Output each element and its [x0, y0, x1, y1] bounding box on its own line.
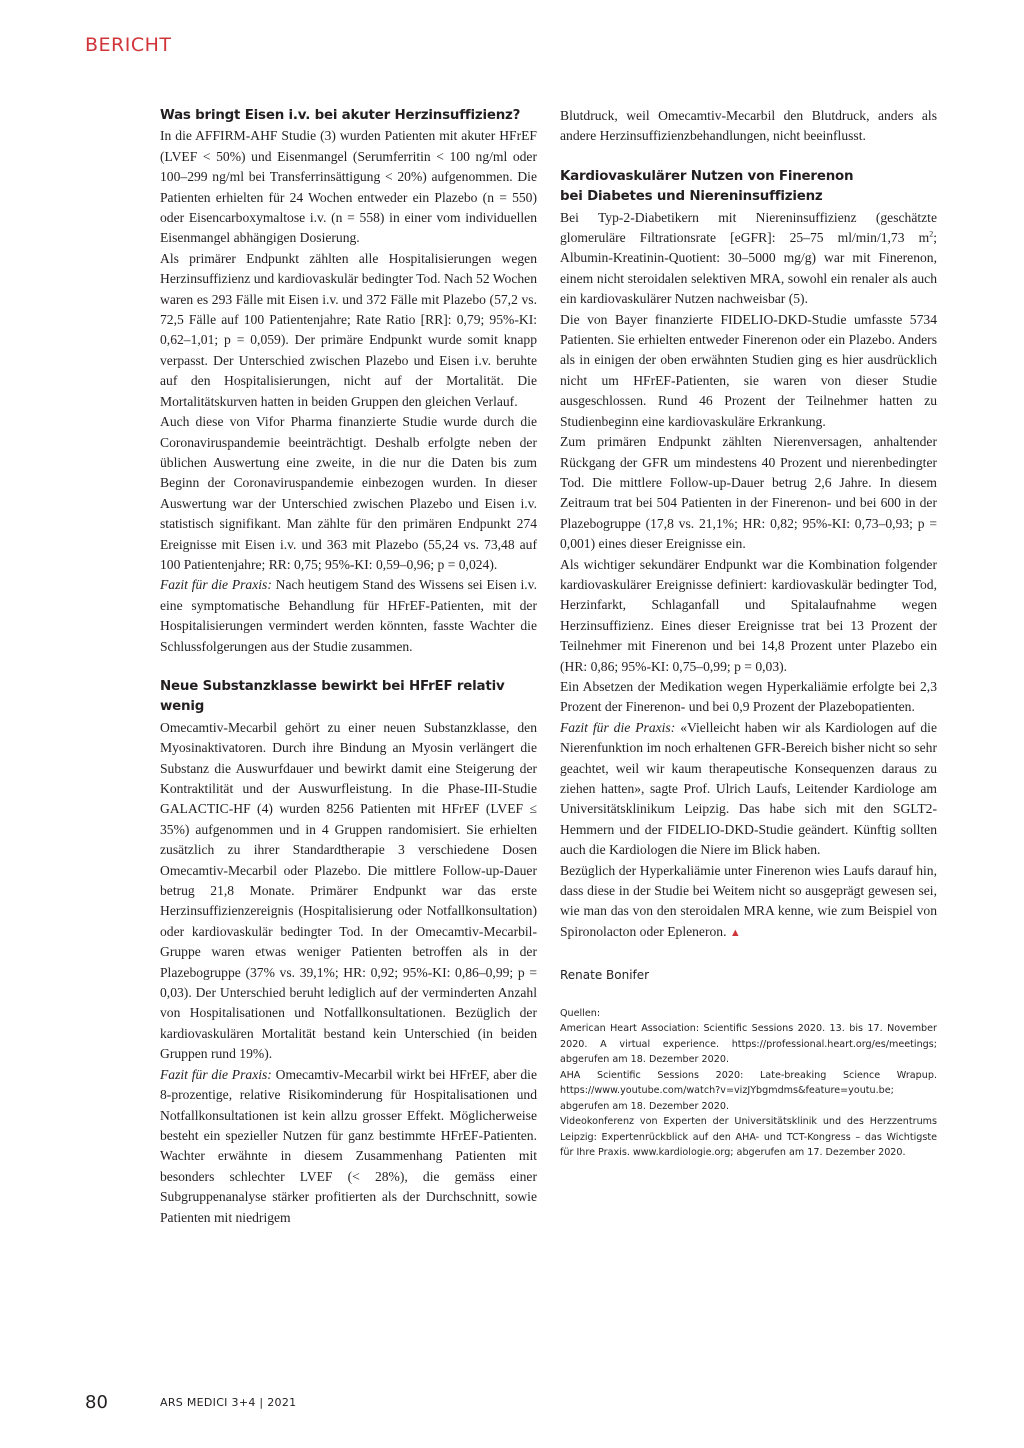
text-span: Bei Typ-2-Diabetikern mit Niereninsuffizienz (geschätzte glomeruläre Filtrationsrate [eGFR]: 25–75 ml/min/1,73 m	[560, 209, 937, 246]
journal-footer: ARS MEDICI 3+4 | 2021	[160, 1396, 297, 1409]
sources	[560, 1006, 937, 1161]
paragraph: Ein Absetzen der Medikation wegen Hyperkaliämie erfolgte bei 2,3 Prozent der Finerenon- und bei 0,9 Prozent der Plazebopatienten.	[560, 678, 937, 715]
end-triangle-icon: ▲	[729, 926, 741, 939]
paragraph: Als wichtiger sekundärer Endpunkt war die Kombination folgender kardiovaskulärer Ereignisse definiert: kardiovaskulär bedingter Tod, Herzinfarkt, Schlaganfall und Spitalaufnahme wegen Herzinsuffizienz. Eines dieser Ereignisse trat bei 13 Prozent der Teilnehmer mit Finerenon und bei 14,8 Prozent unter Plazebo ein (HR: 0,86; 95%-KI: 0,75–0,99; p = 0,03).	[560, 556, 937, 674]
fazit-label: Fazit für die Praxis:	[160, 1066, 272, 1082]
superscript: 2	[929, 229, 934, 239]
source-item: Videokonferenz von Experten der Universitätsklinik und des Herzzentrums Leipzig: Expertenrückblick auf den AHA- und TCT-Kongress – das Wichtigste für Ihre Praxis. www.kardiologie.org; abgerufen am 17. Dezember 2020.	[560, 1116, 937, 1159]
fazit-label: Fazit für die Praxis:	[560, 719, 676, 735]
paragraph	[160, 575, 537, 657]
heading-substanzklasse: Neue Substanzklasse bewirkt bei HFrEF relativ wenig	[160, 678, 505, 715]
fazit-label: Fazit für die Praxis:	[160, 577, 272, 593]
author: Renate Bonifer	[560, 968, 650, 983]
heading-line: Kardiovaskulärer Nutzen von Finerenon	[560, 168, 854, 184]
text-span: Bezüglich der Hyperkaliämie unter Finerenon wies Laufs darauf hin, dass diese in der Studie bei Weitem nicht so ausgeprägt gewesen sei, wie man das von den steroidalen MRA kenne, wie zum Beispiel von Spironolacton oder Epleneron.	[560, 862, 937, 939]
paragraph: Omecamtiv-Mecarbil gehört zu einer neuen Substanzklasse, den Myosinaktivatoren. Durch ihre Bindung an Myosin verlängert die Substanz die Auswurfdauer und bewirkt damit eine Steigerung der Kontraktilität und der Auswurfleistung. In die Phase-III-Studie GALACTIC-HF (4) wurden 8256 Patienten mit HFrEF (LVEF ≤ 35%) aufgenommen und in 4 Gruppen randomisiert. Sie erhielten zusätzlich zu ihrer Standardtherapie 3 verschiedene Dosen Omecamtiv-Mecarbil oder Plazebo. Die mittlere Follow-up-Dauer betrug 21,8 Monate. Primärer Endpunkt war das erste Herzinsuffizienzereignis (Hospitalisierung oder Notfallkonsultation) oder kardiovaskulär bedingter Tod. In der Omecamtiv-Mecarbil-Gruppe waren etwas weniger Patienten betroffen als in der Plazebogruppe (37% vs. 39,1%; HR: 0,92; 95%-KI: 0,86–0,99; p = 0,03). Der Unterschied beruht lediglich auf der verminderten Anzahl von Hospitalisationen und Notfallkonsultationen. Bezüglich der kardiovaskulären Mortalität bestand kein Unterschied (in beiden Gruppen rund 19%).	[160, 719, 537, 1062]
source-item: AHA Scientific Sessions 2020: Late-breaking Science Wrapup. https://www.youtube.com/watch?v=vizJYbgmdms&feature=youtu.be; abgerufen am 18. Dezember 2020.	[560, 1069, 937, 1112]
paragraph: In die AFFIRM-AHF Studie (3) wurden Patienten mit akuter HFrEF (LVEF < 50%) und Eisenmangel (Serumferritin < 100 ng/ml oder 100–299 ng/ml bei Transferrinsättigung < 20%) aufgenommen. Die Patienten erhielten für 24 Wochen entweder ein Plazebo (n = 550) oder Eisencarboxymaltose i.v. (n = 558) in einer vom individuellen Eisenmangel abhängigen Dosierung.	[160, 128, 537, 246]
paragraph	[560, 861, 937, 944]
source-item: American Heart Association: Scientific Sessions 2020. 13. bis 17. November 2020. A virtual experience. https://professional.heart.org/es/meetings; abgerufen am 18. Dezember 2020.	[560, 1023, 937, 1066]
paragraph: Die von Bayer finanzierte FIDELIO-DKD-Studie umfasste 5734 Patienten. Sie erhielten entweder Finerenon oder ein Plazebo. Anders als in einigen der oben erwähnten Studien ging es hier ausdrücklich nicht um HFrEF-Patienten, sie waren von dieser Studie ausgeschlossen. Rund 46 Prozent der Teilnehmer hatten zu Studienbeginn eine kardiovaskuläre Erkrankung.	[560, 311, 937, 429]
left-column	[160, 106, 537, 1228]
paragraph: Auch diese von Vifor Pharma finanzierte Studie wurde durch die Coronaviruspandemie beeinträchtigt. Deshalb erfolgte neben der üblichen Auswertung eine zweite, in die nur die Daten bis zum Beginn der Coronaviruspandemie einbezogen wurden. In dieser Auswertung war der Unterschied zwischen Plazebo und Eisen i.v. statistisch signifikant. Man zählte für den primären Endpunkt 274 Ereignisse mit Eisen i.v. und 363 mit Plazebo (55,24 vs. 73,48 auf 100 Patientenjahre; RR: 0,75; 95%-KI: 0,59–0,96; p = 0,024).	[160, 414, 537, 572]
paragraph	[560, 208, 937, 310]
heading-eisen-iv: Was bringt Eisen i.v. bei akuter Herzinsuffizienz?	[160, 108, 521, 123]
fazit-text: Omecamtiv-Mecarbil wirkt bei HFrEF, aber die 8-prozentige, relative Risikominderung für Hospitalisationen und Notfallkonsultationen ist kein allzu grosser Effekt. Möglicherweise besteht ein spezieller Nutzen für ganz bestimmte HFrEF-Patienten. Wachter erwähnte in diesem Zusammenhang Patienten mit besonders schlechter LVEF (< 28%), die gemäss einer Subgruppenanalyse stärker profitierten als der Durchschnitt, sowie Patienten mit niedrigem	[160, 1066, 537, 1225]
sources-title: Quellen:	[560, 1007, 601, 1019]
fazit-text: «Vielleicht haben wir als Kardiologen auf die Nierenfunktion im noch erhaltenen GFR-Bereich bisher nicht so sehr geachtet, weil wir kaum therapeutische Konsequenzen daraus zu ziehen hatten», sagte Prof. Ulrich Laufs, Leitender Kardiologe am Universitätsklinikum Leipzig. Das habe sich mit den SGLT2-Hemmern und der FIDELIO-DKD-Studie geändert. Künftig sollten auch die Kardiologen die Niere im Blick haben.	[560, 719, 937, 858]
heading-line: bei Diabetes und Niereninsuffizienz	[560, 189, 823, 205]
text-span: ; Albumin-Kreatinin-Quotient: 30–5000 mg/g) war mit Finerenon, einem nicht steroidalen selektiven MRA, sowohl ein renaler als auch ein kardiovaskulärer Nutzen nachweisbar (5).	[560, 230, 937, 307]
paragraph: Zum primären Endpunkt zählten Nierenversagen, anhaltender Rückgang der GFR um mindestens 40 Prozent und nierenbedingter Tod. Die mittlere Follow-up-Dauer betrug 2,6 Jahre. In diesem Zeitraum trat bei 504 Patienten in der Finerenon- und bei 600 in der Plazebogruppe (17,8 vs. 21,1%; HR: 0,82; 95%-KI: 0,73–0,93; p = 0,001) eines dieser Ereignisse ein.	[560, 434, 937, 552]
paragraph: Als primärer Endpunkt zählten alle Hospitalisierungen wegen Herzinsuffizienz und kardiovaskulär bedingter Tod. Nach 52 Wochen waren es 293 Fälle mit Eisen i.v. und 372 Fälle mit Plazebo (57,2 vs. 72,5 Fälle auf 100 Patientenjahre; Rate Ratio [RR]: 0,79; 95%-KI: 0,62–1,01; p = 0,059). Der primäre Endpunkt wurde somit knapp verpasst. Der Unterschied zwischen Plazebo und Eisen i.v. beruhte auf den Hospitalisierungen, nicht auf der Mortalität. Die Mortalitätskurven hatten in beiden Gruppen den gleichen Verlauf.	[160, 250, 537, 409]
right-column	[560, 106, 937, 1161]
section-label: BERICHT	[85, 34, 172, 56]
heading-finerenon	[560, 167, 937, 208]
paragraph	[160, 1065, 537, 1228]
paragraph: Blutdruck, weil Omecamtiv-Mecarbil den Blutdruck, anders als andere Herzinsuffizienzbehandlungen, nicht beeinflusst.	[560, 108, 937, 144]
page-number: 80	[85, 1392, 108, 1413]
paragraph	[560, 718, 937, 861]
fazit-text: Nach heutigem Stand des Wissens sei Eisen i.v. eine symptomatische Behandlung für HFrEF-Patienten, mit der Hospitalisierungen vermindert werden könnten, fasste Wachter die Schlussfolgerungen aus der Studie zusammen.	[160, 577, 537, 654]
